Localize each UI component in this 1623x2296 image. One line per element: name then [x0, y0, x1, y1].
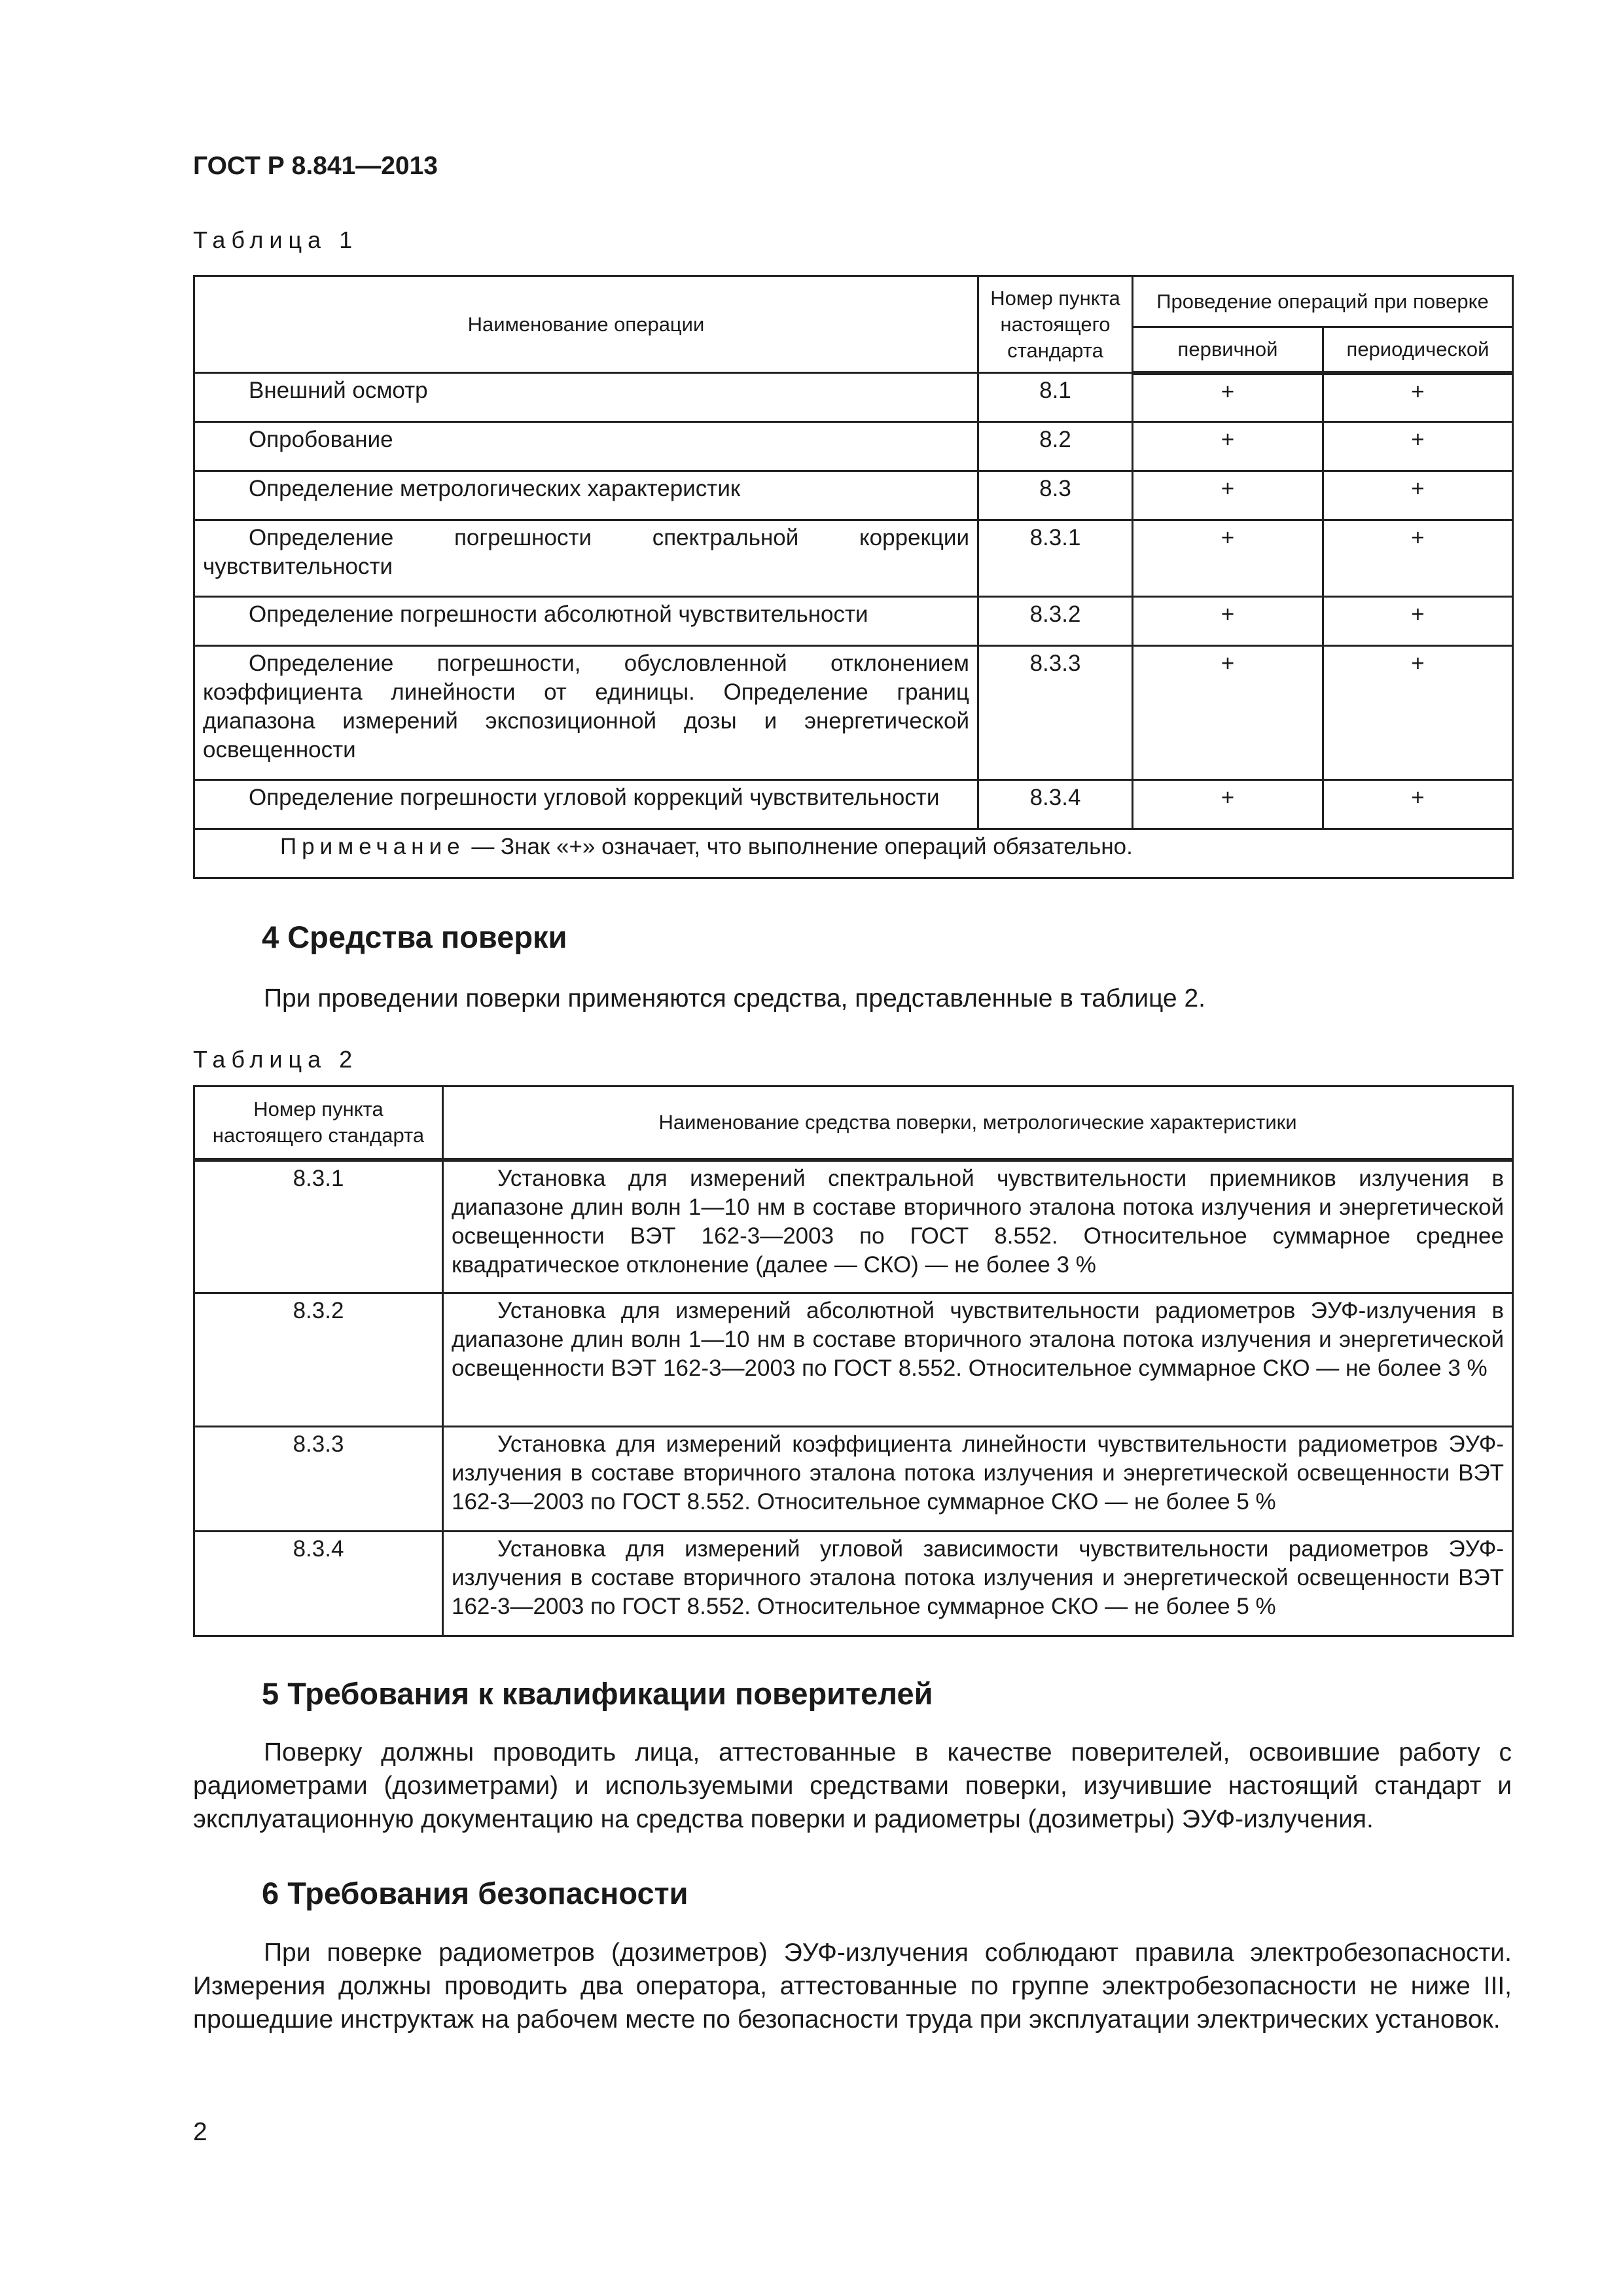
operation-name: Внешний осмотр — [194, 373, 978, 422]
operation-name: Определение метрологических характеристик — [194, 471, 978, 520]
table1-header-periodic: периодической — [1323, 327, 1513, 373]
table-row — [194, 780, 1513, 829]
clause-number: 8.3.4 — [194, 1532, 443, 1636]
clause-number: 8.3.4 — [978, 780, 1133, 829]
primary-mark: + — [1133, 780, 1323, 829]
table2-header-name: Наименование средства поверки, метрологические характеристики — [443, 1086, 1513, 1160]
clause-number: 8.3.2 — [194, 1293, 443, 1427]
page-number: 2 — [193, 2118, 207, 2146]
table-row — [194, 1427, 1513, 1532]
primary-mark: + — [1133, 422, 1323, 471]
periodic-mark: + — [1323, 520, 1513, 597]
operation-name: Определение погрешности спектральной коррекции чувствительности — [194, 520, 978, 597]
section5-title: 5 Требования к квалификации поверителей — [262, 1676, 933, 1711]
note-text: — Знак «+» означает, что выполнение операций обязательно. — [465, 834, 1133, 859]
table-row — [194, 471, 1513, 520]
clause-number: 8.3.3 — [978, 646, 1133, 780]
equipment-description: Установка для измерений угловой зависимости чувствительности радиометров ЭУФ-излучения в составе вторичного эталона потока излучения и энергетической освещенности ВЭТ 162-3—2003 по ГОСТ 8.552. Относительное суммарное СКО — не более 5 % — [443, 1532, 1513, 1636]
clause-number: 8.3.2 — [978, 597, 1133, 646]
table1-note — [194, 829, 1513, 878]
primary-mark: + — [1133, 597, 1323, 646]
clause-number: 8.3.3 — [194, 1427, 443, 1532]
clause-number: 8.2 — [978, 422, 1133, 471]
table-row — [194, 1532, 1513, 1636]
table-row — [194, 520, 1513, 597]
operation-name: Определение погрешности абсолютной чувствительности — [194, 597, 978, 646]
table1-note-row — [194, 829, 1513, 878]
clause-number: 8.1 — [978, 373, 1133, 422]
operation-name: Определение погрешности угловой коррекций чувствительности — [194, 780, 978, 829]
table1-header-operation: Наименование операции — [194, 276, 978, 373]
periodic-mark: + — [1323, 646, 1513, 780]
table1-caption: Таблица 1 — [193, 226, 359, 253]
table1-header-group: Проведение операций при поверке — [1133, 276, 1513, 327]
table1-header-clause: Номер пункта настоящего стандарта — [978, 276, 1133, 373]
table-row — [194, 373, 1513, 422]
clause-number: 8.3 — [978, 471, 1133, 520]
table-row — [194, 1293, 1513, 1427]
clause-number: 8.3.1 — [194, 1160, 443, 1293]
table2-header-clause: Номер пункта настоящего стандарта — [194, 1086, 443, 1160]
periodic-mark: + — [1323, 780, 1513, 829]
clause-number: 8.3.1 — [978, 520, 1133, 597]
equipment-description: Установка для измерений спектральной чувствительности приемников излучения в диапазоне длин волн 1—10 нм в составе вторичного эталона потока излучения и энергетической освещенности ВЭТ 162-3—2003 по ГОСТ 8.552. Относительное суммарное среднее квадратическое отклонение (далее — СКО) — не более 3 % — [443, 1160, 1513, 1293]
table-row — [194, 422, 1513, 471]
table2 — [193, 1085, 1514, 1637]
operation-name: Определение погрешности, обусловленной отклонением коэффициента линейности от единицы. Определение границ диапазона измерений экспозиционной дозы и энергетической освещенности — [194, 646, 978, 780]
table-row — [194, 597, 1513, 646]
table1 — [193, 275, 1514, 879]
equipment-description: Установка для измерений коэффициента линейности чувствительности радиометров ЭУФ-излучения в составе вторичного эталона потока излучения и энергетической освещенности ВЭТ 162-3—2003 по ГОСТ 8.552. Относительное суммарное СКО — не более 5 % — [443, 1427, 1513, 1532]
primary-mark: + — [1133, 520, 1323, 597]
table-row — [194, 1160, 1513, 1293]
periodic-mark: + — [1323, 597, 1513, 646]
note-label: Примечание — [280, 834, 465, 859]
section4-title: 4 Средства поверки — [262, 920, 567, 954]
periodic-mark: + — [1323, 422, 1513, 471]
operation-name: Опробование — [194, 422, 978, 471]
primary-mark: + — [1133, 373, 1323, 422]
table1-header-primary: первичной — [1133, 327, 1323, 373]
primary-mark: + — [1133, 471, 1323, 520]
table-row — [194, 646, 1513, 780]
section5-paragraph: Поверку должны проводить лица, аттестованные в качестве поверителей, освоившие работу с радиометрами (дозиметрами) и используемыми средствами поверки, изучившие настоящий стандарт и эксплуатационную документацию на средства поверки и радиометры (дозиметры) ЭУФ-излучения. — [193, 1738, 1512, 1833]
periodic-mark: + — [1323, 373, 1513, 422]
periodic-mark: + — [1323, 471, 1513, 520]
section6-title: 6 Требования безопасности — [262, 1876, 688, 1910]
table2-caption: Таблица 2 — [193, 1046, 359, 1073]
document-header: ГОСТ Р 8.841—2013 — [193, 152, 438, 180]
section6-paragraph: При поверке радиометров (дозиметров) ЭУФ-излучения соблюдают правила электробезопасности. Измерения должны проводить два оператора, аттестованные по группе электробезопасности не ниже III, прошедшие инструктаж на рабочем месте по безопасности труда при эксплуатации электрических установок. — [193, 1939, 1512, 2034]
equipment-description: Установка для измерений абсолютной чувствительности радиометров ЭУФ-излучения в диапазоне длин волн 1—10 нм в составе вторичного эталона потока излучения и энергетической освещенности ВЭТ 162-3—2003 по ГОСТ 8.552. Относительное суммарное СКО — не более 3 % — [443, 1293, 1513, 1427]
primary-mark: + — [1133, 646, 1323, 780]
section4-paragraph: При проведении поверки применяются средства, представленные в таблице 2. — [264, 984, 1205, 1013]
